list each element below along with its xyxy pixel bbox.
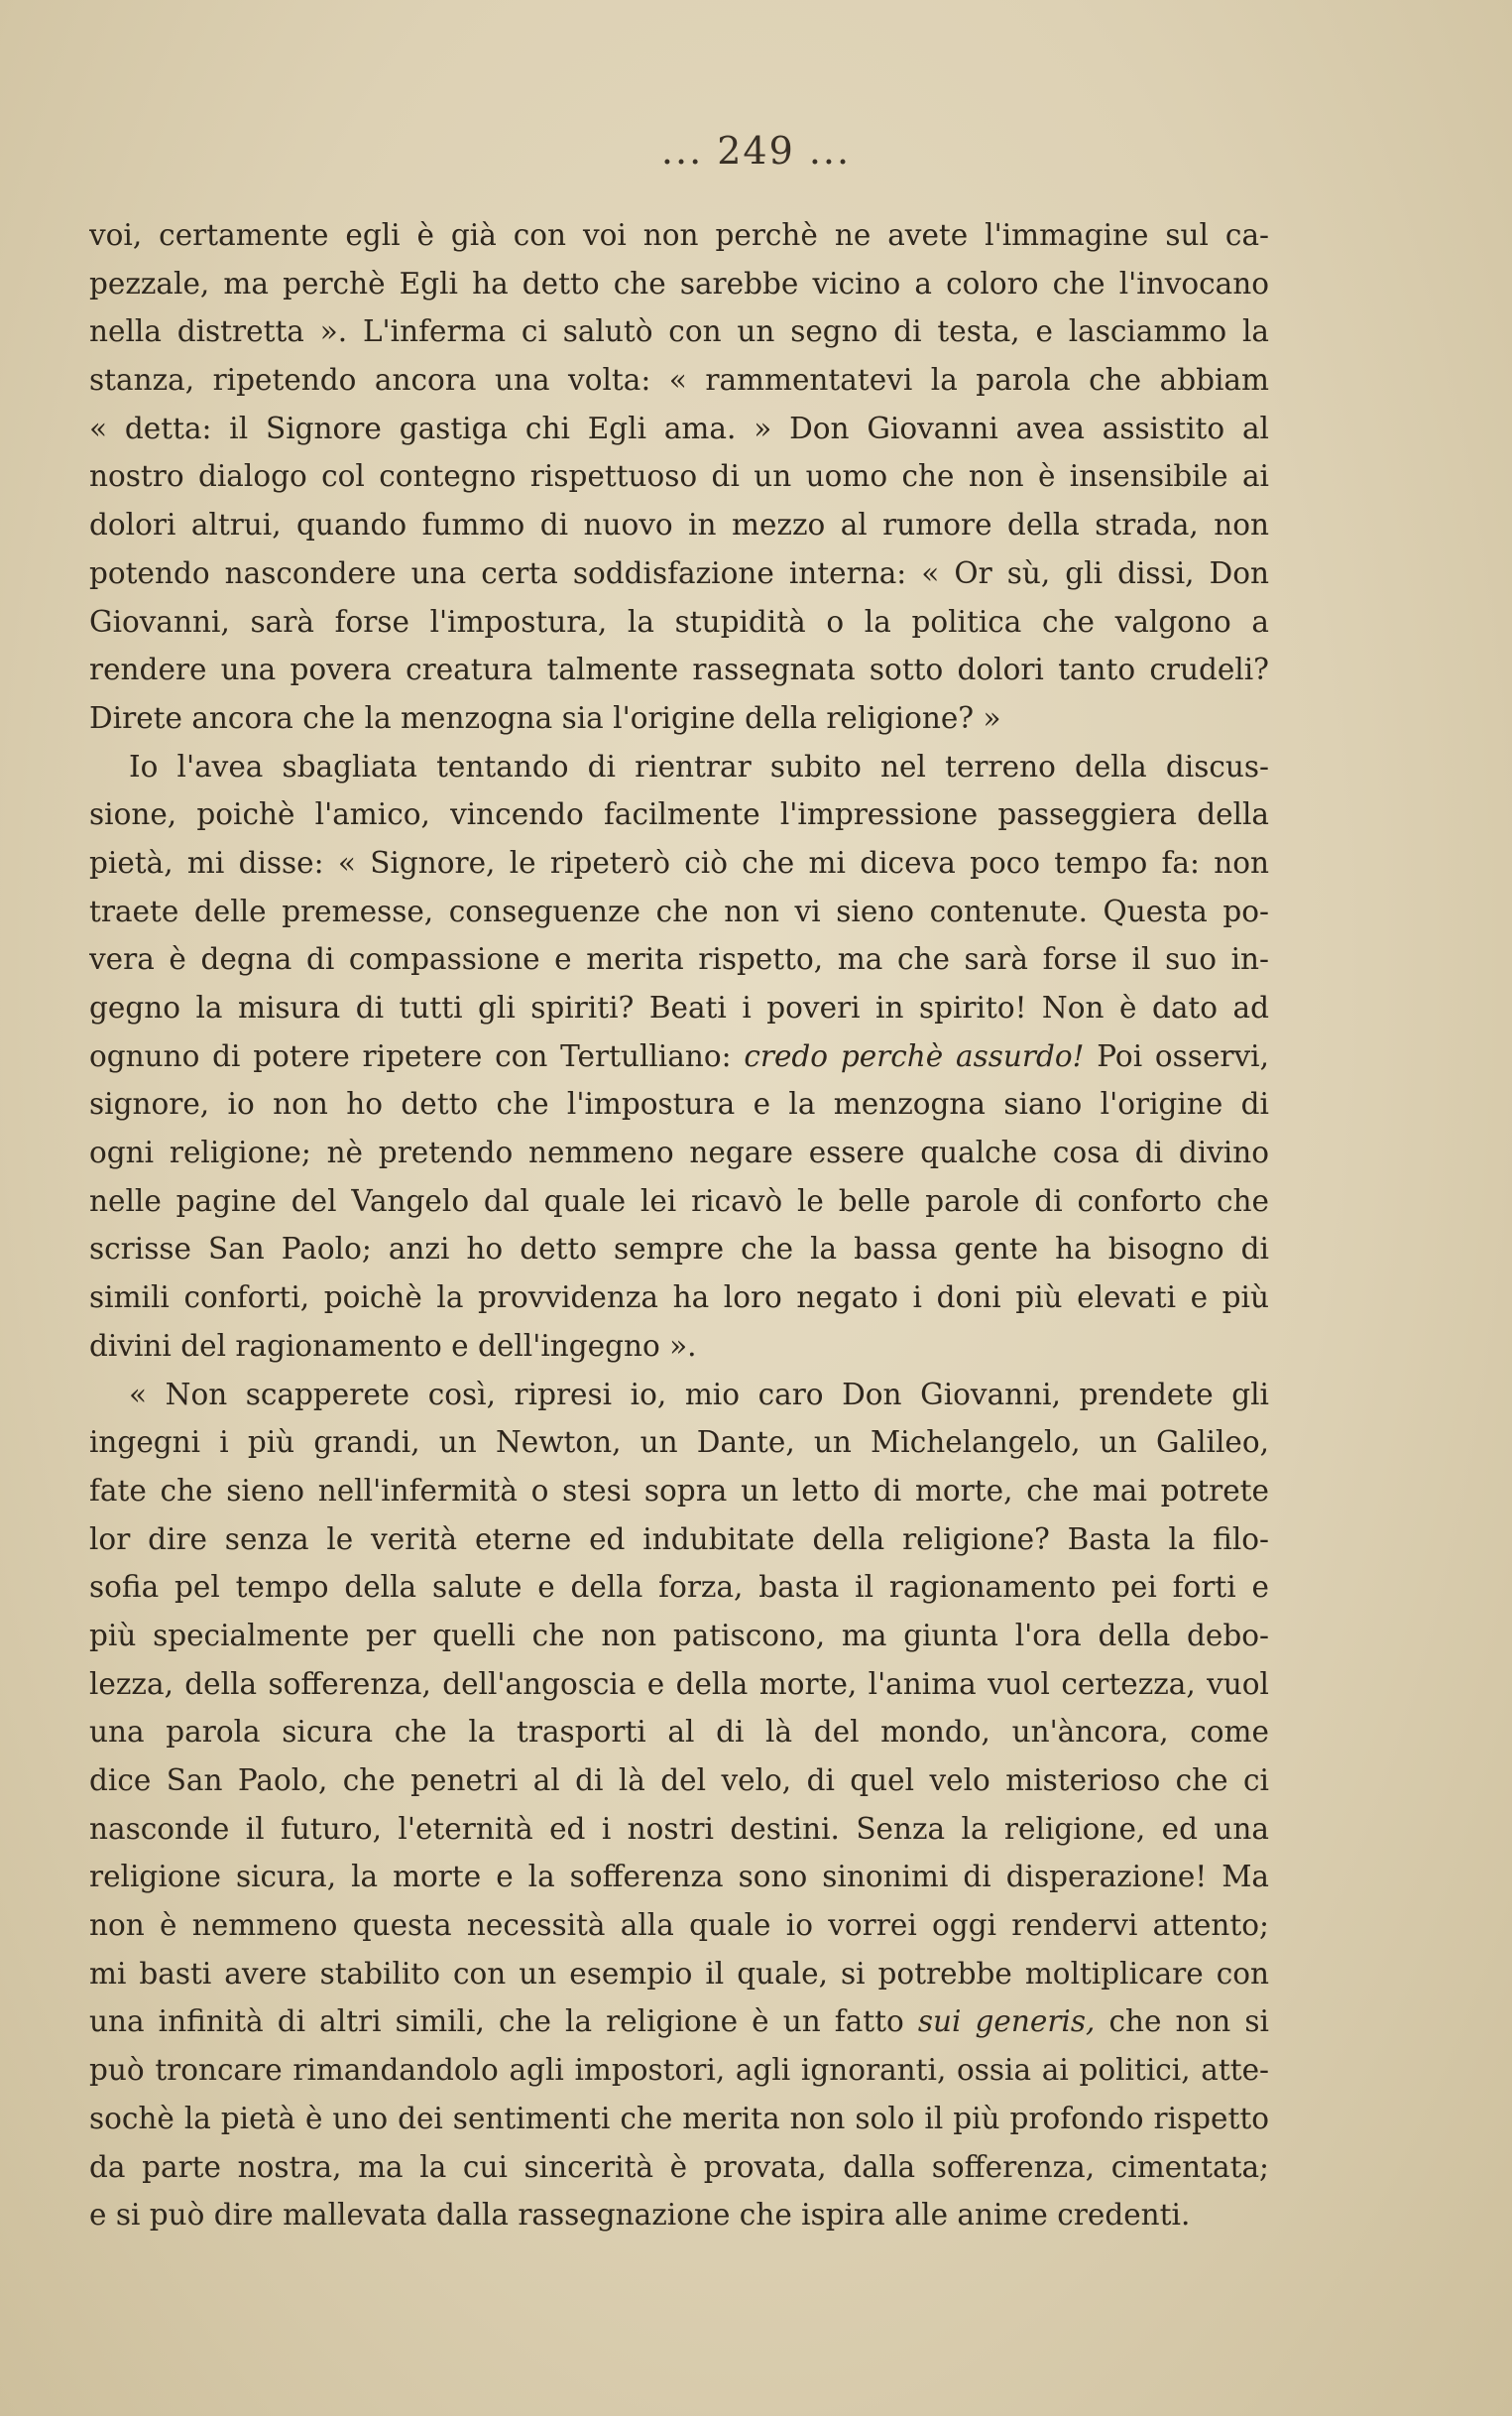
text-line: scrisse San Paolo; anzi ho detto sempre che la bassa gente ha bisogno di (89, 1232, 1269, 1267)
text-line: Giovanni, sarà forse l'impostura, la stupidità o la politica che valgono a (89, 604, 1269, 639)
page-number: ... 249 ... (660, 129, 852, 173)
text-line: lor dire senza le verità eterne ed indubitate della religione? Basta la filo- (89, 1521, 1269, 1556)
text-line: rendere una povera creatura talmente rassegnata sotto dolori tanto crudeli? (89, 653, 1269, 687)
text-line: signore, io non ho detto che l'impostura e la menzogna siano l'origine di (89, 1087, 1269, 1122)
text-line: ognuno di potere ripetere con Tertulliano: credo perchè assurdo! Poi osservi, (89, 1038, 1269, 1073)
text-line: dice San Paolo, che penetri al di là del velo, di quel velo misterioso che ci (89, 1763, 1269, 1797)
italic-phrase: credo perchè assurdo! (744, 1038, 1085, 1073)
text-line: una parola sicura che la trasporti al di là del mondo, un'àncora, come (89, 1715, 1269, 1750)
text-line: « Non scapperete così, ripresi io, mio caro Don Giovanni, prendete gli (129, 1377, 1269, 1411)
text-line: Io l'avea sbagliata tentando di rientrar subito nel terreno della discus- (129, 749, 1269, 784)
text-line: pietà, mi disse: « Signore, le ripeterò ciò che mi diceva poco tempo fa: non (89, 845, 1269, 880)
body-text (89, 211, 1269, 2239)
text-line: vera è degna di compassione e merita rispetto, ma che sarà forse il suo in- (89, 942, 1269, 977)
text-line: Direte ancora che la menzogna sia l'origine della religione? » (89, 700, 1001, 735)
text-line: religione sicura, la morte e la sofferenza sono sinonimi di disperazione! Ma (89, 1860, 1269, 1894)
text-line: dolori altrui, quando fummo di nuovo in mezzo al rumore della strada, non (89, 508, 1269, 543)
text-line: da parte nostra, ma la cui sincerità è provata, dalla sofferenza, cimentata; (89, 2149, 1269, 2184)
text-line: simili conforti, poichè la provvidenza ha loro negato i doni più elevati e più (89, 1280, 1269, 1315)
text-line: nella distretta ». L'inferma ci salutò con un segno di testa, e lasciammo la (89, 314, 1269, 349)
text-line: più specialmente per quelli che non patiscono, ma giunta l'ora della debo- (89, 1618, 1269, 1652)
text-line: lezza, della sofferenza, dell'angoscia e della morte, l'anima vuol certezza, vuol (89, 1666, 1269, 1701)
text-line: fate che sieno nell'infermità o stesi sopra un letto di morte, che mai potrete (89, 1473, 1269, 1508)
text-line: e si può dire mallevata dalla rassegnazione che ispira alle anime credenti. (89, 2198, 1191, 2233)
text-line: gegno la misura di tutti gli spiriti? Beati i poveri in spirito! Non è dato ad (89, 991, 1269, 1025)
text-line: nostro dialogo col contegno rispettuoso di un uomo che non è insensibile ai (89, 459, 1269, 494)
text-line: può troncare rimandandolo agli impostori, agli ignoranti, ossia ai politici, atte- (89, 2053, 1269, 2088)
text-line: una infinità di altri simili, che la religione è un fatto sui generis, che non si (89, 2004, 1269, 2039)
text-line: pezzale, ma perchè Egli ha detto che sarebbe vicino a coloro che l'invocano (89, 266, 1269, 301)
text-line: ingegni i più grandi, un Newton, un Dante, un Michelangelo, un Galileo, (89, 1425, 1269, 1460)
text-line: traete delle premesse, conseguenze che non vi sieno contenute. Questa po- (89, 894, 1269, 928)
text-line: nelle pagine del Vangelo dal quale lei ricavò le belle parole di conforto che (89, 1183, 1269, 1218)
text-line: sofia pel tempo della salute e della forza, basta il ragionamento pei forti e (89, 1570, 1269, 1605)
text-line: mi basti avere stabilito con un esempio il quale, si potrebbe moltiplicare con (89, 1956, 1269, 1991)
text-line: non è nemmeno questa necessità alla quale io vorrei oggi rendervi attento; (89, 1908, 1269, 1943)
text-line: divini del ragionamento e dell'ingegno ». (89, 1328, 697, 1363)
text-line: ogni religione; nè pretendo nemmeno negare essere qualche cosa di divino (89, 1136, 1269, 1170)
text-line: sione, poichè l'amico, vincendo facilmente l'impressione passeggiera della (89, 797, 1269, 832)
text-line: stanza, ripetendo ancora una volta: « rammentatevi la parola che abbiam (89, 363, 1269, 398)
text-line: « detta: il Signore gastiga chi Egli ama. » Don Giovanni avea assistito al (89, 411, 1269, 445)
text-line: sochè la pietà è uno dei sentimenti che merita non solo il più profondo rispetto (89, 2101, 1269, 2135)
text-line: potendo nascondere una certa soddisfazione interna: « Or sù, gli dissi, Don (89, 555, 1269, 590)
text-line: voi, certamente egli è già con voi non perchè ne avete l'immagine sul ca- (89, 218, 1269, 252)
italic-phrase: sui generis, (917, 2004, 1096, 2039)
text-line: nasconde il futuro, l'eternità ed i nostri destini. Senza la religione, ed una (89, 1811, 1269, 1846)
